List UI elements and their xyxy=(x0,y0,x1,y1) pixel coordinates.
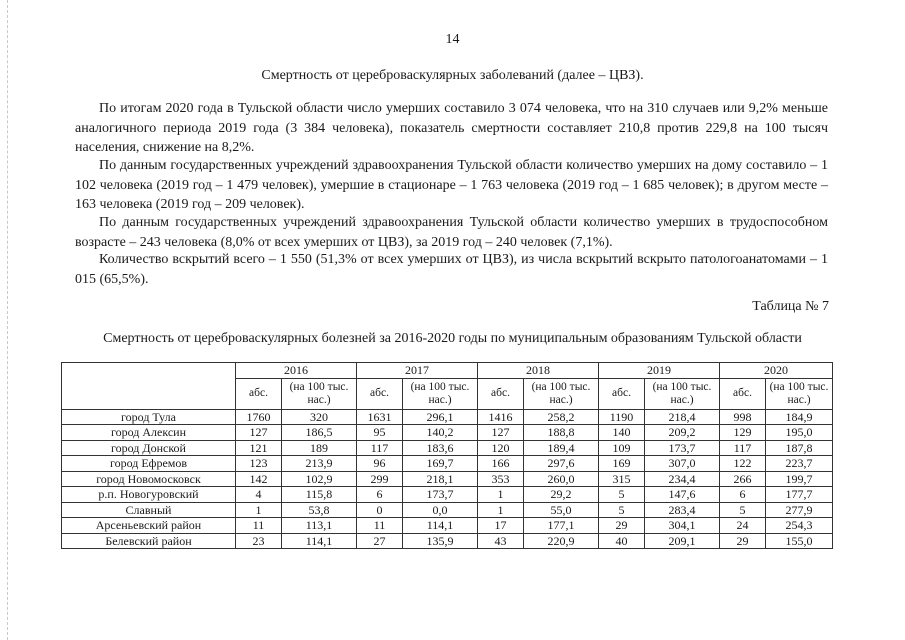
abs-cell: 1 xyxy=(478,487,524,503)
rate-cell: 320 xyxy=(282,409,357,425)
rate-cell: 177,7 xyxy=(766,487,833,503)
rate-cell: 213,9 xyxy=(282,456,357,472)
abs-cell: 27 xyxy=(357,533,403,549)
section-heading: Смертность от цереброваскулярных заболеваний (далее – ЦВЗ). xyxy=(261,68,644,83)
abs-cell: 122 xyxy=(720,456,766,472)
abs-cell: 142 xyxy=(236,471,282,487)
rate-cell: 29,2 xyxy=(524,487,599,503)
abs-cell: 353 xyxy=(478,471,524,487)
abs-header: абс. xyxy=(478,378,524,409)
abs-header: абс. xyxy=(720,378,766,409)
rate-header: (на 100 тыс. нас.) xyxy=(766,378,833,409)
rate-cell: 283,4 xyxy=(645,502,720,518)
abs-cell: 4 xyxy=(236,487,282,503)
year-header: 2019 xyxy=(599,363,720,379)
abs-cell: 95 xyxy=(357,425,403,441)
abs-cell: 11 xyxy=(357,518,403,534)
rate-cell: 186,5 xyxy=(282,425,357,441)
paragraph-3: По данным государственных учреждений здравоохранения Тульской области количество умерших в трудоспособном возрасте – 243 человека (8,0% от всех умерших от ЦВЗ), за 2019 год – 240 человек (7,1%). xyxy=(75,215,828,250)
abs-cell: 23 xyxy=(236,533,282,549)
abs-cell: 120 xyxy=(478,440,524,456)
municipality-name: Славный xyxy=(62,502,236,518)
rate-cell: 189 xyxy=(282,440,357,456)
abs-cell: 1 xyxy=(478,502,524,518)
rate-cell: 195,0 xyxy=(766,425,833,441)
abs-cell: 140 xyxy=(599,425,645,441)
abs-cell: 29 xyxy=(599,518,645,534)
abs-cell: 1416 xyxy=(478,409,524,425)
rate-cell: 218,1 xyxy=(403,471,478,487)
abs-cell: 299 xyxy=(357,471,403,487)
abs-cell: 123 xyxy=(236,456,282,472)
abs-cell: 1 xyxy=(236,502,282,518)
municipality-name: р.п. Новогуровский xyxy=(62,487,236,503)
table-title: Смертность от цереброваскулярных болезней за 2016-2020 годы по муниципальным образованиям Тульской области xyxy=(103,331,802,346)
table-row xyxy=(62,471,833,487)
rate-cell: 254,3 xyxy=(766,518,833,534)
rate-cell: 114,1 xyxy=(282,533,357,549)
abs-cell: 1760 xyxy=(236,409,282,425)
year-header: 2020 xyxy=(720,363,833,379)
rate-cell: 304,1 xyxy=(645,518,720,534)
rate-cell: 277,9 xyxy=(766,502,833,518)
rate-cell: 55,0 xyxy=(524,502,599,518)
abs-cell: 109 xyxy=(599,440,645,456)
municipality-name: город Тула xyxy=(62,409,236,425)
abs-cell: 127 xyxy=(478,425,524,441)
abs-cell: 5 xyxy=(599,487,645,503)
rate-cell: 220,9 xyxy=(524,533,599,549)
abs-cell: 40 xyxy=(599,533,645,549)
rate-cell: 234,4 xyxy=(645,471,720,487)
table-row xyxy=(62,409,833,425)
rate-cell: 53,8 xyxy=(282,502,357,518)
paragraph-2: По данным государственных учреждений здравоохранения Тульской области количество умерших на дому составило – 1 102 человека (2019 год – 1 479 человек), умершие в стационаре – 1 763 человека (2019 год – 1 685 человек); в другом месте – 163 человека (2019 год – 209 человек). xyxy=(75,158,828,212)
municipality-name: город Новомосковск xyxy=(62,471,236,487)
abs-cell: 127 xyxy=(236,425,282,441)
rate-cell: 114,1 xyxy=(403,518,478,534)
abs-cell: 29 xyxy=(720,533,766,549)
municipality-name: Арсеньевский район xyxy=(62,518,236,534)
rate-cell: 184,9 xyxy=(766,409,833,425)
abs-cell: 121 xyxy=(236,440,282,456)
rate-cell: 173,7 xyxy=(403,487,478,503)
rate-cell: 189,4 xyxy=(524,440,599,456)
rate-cell: 260,0 xyxy=(524,471,599,487)
rate-cell: 173,7 xyxy=(645,440,720,456)
table-row xyxy=(62,518,833,534)
rate-cell: 113,1 xyxy=(282,518,357,534)
municipality-name: город Ефремов xyxy=(62,456,236,472)
year-header: 2016 xyxy=(236,363,357,379)
abs-cell: 1631 xyxy=(357,409,403,425)
rate-cell: 296,1 xyxy=(403,409,478,425)
rate-cell: 155,0 xyxy=(766,533,833,549)
rate-header: (на 100 тыс. нас.) xyxy=(282,378,357,409)
rate-cell: 218,4 xyxy=(645,409,720,425)
year-header: 2017 xyxy=(357,363,478,379)
municipality-name: город Алексин xyxy=(62,425,236,441)
municipality-name: город Донской xyxy=(62,440,236,456)
abs-header: абс. xyxy=(599,378,645,409)
rate-header: (на 100 тыс. нас.) xyxy=(403,378,478,409)
abs-header: абс. xyxy=(236,378,282,409)
abs-cell: 24 xyxy=(720,518,766,534)
abs-header: абс. xyxy=(357,378,403,409)
abs-cell: 5 xyxy=(599,502,645,518)
rate-cell: 209,1 xyxy=(645,533,720,549)
table-row xyxy=(62,533,833,549)
abs-cell: 11 xyxy=(236,518,282,534)
rate-cell: 183,6 xyxy=(403,440,478,456)
rate-cell: 169,7 xyxy=(403,456,478,472)
abs-cell: 43 xyxy=(478,533,524,549)
abs-cell: 998 xyxy=(720,409,766,425)
rate-cell: 140,2 xyxy=(403,425,478,441)
rate-cell: 0,0 xyxy=(403,502,478,518)
rate-cell: 199,7 xyxy=(766,471,833,487)
abs-cell: 6 xyxy=(720,487,766,503)
abs-cell: 117 xyxy=(720,440,766,456)
abs-cell: 129 xyxy=(720,425,766,441)
table-row xyxy=(62,456,833,472)
abs-cell: 17 xyxy=(478,518,524,534)
abs-cell: 169 xyxy=(599,456,645,472)
mortality-table xyxy=(61,362,833,549)
table-number: Таблица № 7 xyxy=(752,299,829,314)
rate-cell: 147,6 xyxy=(645,487,720,503)
rate-cell: 209,2 xyxy=(645,425,720,441)
abs-cell: 117 xyxy=(357,440,403,456)
abs-cell: 5 xyxy=(720,502,766,518)
corner-cell xyxy=(62,363,236,410)
abs-cell: 0 xyxy=(357,502,403,518)
rate-cell: 187,8 xyxy=(766,440,833,456)
abs-cell: 6 xyxy=(357,487,403,503)
rate-header: (на 100 тыс. нас.) xyxy=(645,378,720,409)
rate-cell: 297,6 xyxy=(524,456,599,472)
abs-cell: 1190 xyxy=(599,409,645,425)
rate-cell: 102,9 xyxy=(282,471,357,487)
year-header-row xyxy=(62,363,833,379)
rate-cell: 115,8 xyxy=(282,487,357,503)
page-number: 14 xyxy=(445,32,460,47)
table-row xyxy=(62,487,833,503)
rate-header: (на 100 тыс. нас.) xyxy=(524,378,599,409)
abs-cell: 266 xyxy=(720,471,766,487)
year-header: 2018 xyxy=(478,363,599,379)
rate-cell: 135,9 xyxy=(403,533,478,549)
rate-cell: 188,8 xyxy=(524,425,599,441)
paragraph-4: Количество вскрытий всего – 1 550 (51,3% от всех умерших от ЦВЗ), из числа вскрытий вскрыто патологоанатомами – 1 015 (65,5%). xyxy=(75,252,828,287)
paragraph-1: По итогам 2020 года в Тульской области число умерших составило 3 074 человека, что на 310 случаев или 9,2% меньше аналогичного периода 2019 года (3 384 человека), показатель смертности составляет 210,8 против 229,8 на 100 тысяч населения, снижение на 8,2%. xyxy=(75,101,828,155)
table-row xyxy=(62,502,833,518)
rate-cell: 177,1 xyxy=(524,518,599,534)
rate-cell: 258,2 xyxy=(524,409,599,425)
abs-cell: 315 xyxy=(599,471,645,487)
abs-cell: 166 xyxy=(478,456,524,472)
table-row xyxy=(62,425,833,441)
rate-cell: 223,7 xyxy=(766,456,833,472)
table-row xyxy=(62,440,833,456)
abs-cell: 96 xyxy=(357,456,403,472)
rate-cell: 307,0 xyxy=(645,456,720,472)
page-margin-guide xyxy=(7,0,8,640)
municipality-name: Белевский район xyxy=(62,533,236,549)
